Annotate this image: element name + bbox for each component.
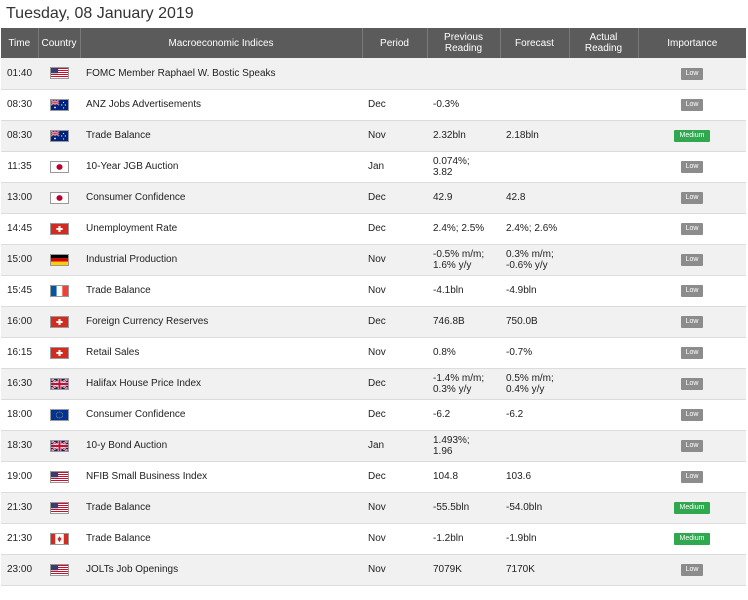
table-row [1,523,746,554]
previous-reading-line1: 0.8% [433,347,456,358]
forecast-cell [500,523,569,554]
previous-reading-line1: -6.2 [433,409,451,420]
event-time: 18:00 [1,399,38,430]
period-cell: Dec [362,213,427,244]
macroeconomic-index[interactable]: JOLTs Job Openings [80,554,362,585]
forecast-cell [500,306,569,337]
forecast-cell [500,213,569,244]
macroeconomic-index[interactable]: Consumer Confidence [80,399,362,430]
previous-reading-line1: 2.32bln [433,130,466,141]
period-cell: Nov [362,337,427,368]
period-cell: Jan [362,151,427,182]
event-time: 18:30 [1,430,38,461]
importance-cell [638,89,746,120]
previous-reading-line1: -1.4% m/m; [433,372,485,384]
table-row [1,244,746,275]
macroeconomic-index[interactable]: 10-Year JGB Auction [80,151,362,182]
previous-reading-cell [427,461,500,492]
forecast-line1: 0.3% m/m; [506,248,554,260]
header-previous-line1: Previous [444,32,483,43]
country-cell [38,461,80,492]
macroeconomic-index[interactable]: NFIB Small Business Index [80,461,362,492]
importance-badge: Low [681,378,703,390]
previous-reading-cell [427,182,500,213]
previous-reading-line1: 104.8 [433,471,459,482]
actual-reading-cell [569,523,638,554]
importance-badge: Low [681,192,703,204]
importance-badge: Low [681,564,703,576]
table-row [1,492,746,523]
macroeconomic-index[interactable]: Trade Balance [80,523,362,554]
previous-reading-line1: 7079K [433,564,462,575]
previous-reading-line1: -0.3% [433,99,460,110]
forecast-cell [500,554,569,585]
forecast-line1: 42.8 [506,192,526,203]
actual-reading-cell [569,492,638,523]
forecast-line1: -54.0bln [506,502,543,513]
importance-cell [638,554,746,585]
us-flag-icon [50,564,69,576]
forecast-line1: 0.5% m/m; [506,372,554,384]
previous-reading-cell [427,244,500,275]
forecast-line1: 7170K [506,564,535,575]
period-cell: Nov [362,492,427,523]
event-time: 15:00 [1,244,38,275]
importance-badge: Low [681,254,703,266]
header-actual-reading: Actual Reading [569,28,638,58]
previous-reading-cell [427,430,500,461]
ch-flag-icon [50,223,69,235]
ca-flag-icon [50,533,69,545]
macroeconomic-index[interactable]: Halifax House Price Index [80,368,362,399]
previous-reading-line1: 0.074%; [433,155,470,167]
macroeconomic-index[interactable]: Industrial Production [80,244,362,275]
previous-reading-cell [427,120,500,151]
period-cell: Nov [362,523,427,554]
forecast-line1: -0.7% [506,347,533,358]
macroeconomic-index[interactable]: Unemployment Rate [80,213,362,244]
previous-reading-line2: 0.3% y/y [433,383,472,395]
header-previous-reading [427,28,500,58]
previous-reading-line1: 42.9 [433,192,453,203]
event-time: 08:30 [1,89,38,120]
table-row [1,58,746,89]
header-macroeconomic-indices: Macroeconomic Indices [80,28,362,58]
header-period: Period [362,28,427,58]
ch-flag-icon [50,347,69,359]
country-cell [38,430,80,461]
country-cell [38,337,80,368]
previous-reading-line1: 746.8B [433,316,465,327]
forecast-line1: -4.9bln [506,285,537,296]
importance-cell [638,275,746,306]
period-cell: Dec [362,182,427,213]
forecast-line1: 2.18bln [506,130,539,141]
previous-reading-cell [427,306,500,337]
fr-flag-icon [50,285,69,297]
forecast-cell [500,461,569,492]
au-flag-icon [50,99,69,111]
importance-cell [638,244,746,275]
previous-reading-line1: -0.5% m/m; [433,248,485,260]
country-cell [38,492,80,523]
country-cell [38,523,80,554]
importance-cell [638,399,746,430]
table-row [1,430,746,461]
country-cell [38,89,80,120]
us-flag-icon [50,502,69,514]
forecast-line1: -1.9bln [506,533,537,544]
ch-flag-icon [50,316,69,328]
importance-cell [638,58,746,89]
event-time: 15:45 [1,275,38,306]
header-time: Time [1,28,38,58]
actual-reading-cell [569,430,638,461]
table-row [1,399,746,430]
previous-reading-line2: 1.96 [433,445,453,457]
period-cell: Nov [362,120,427,151]
importance-badge: Medium [674,130,710,142]
forecast-cell [500,337,569,368]
actual-reading-cell [569,461,638,492]
previous-reading-cell [427,89,500,120]
macroeconomic-index[interactable]: Trade Balance [80,492,362,523]
forecast-cell [500,244,569,275]
event-time: 21:30 [1,492,38,523]
importance-badge: Low [681,223,703,235]
importance-badge: Low [681,347,703,359]
importance-badge: Medium [674,502,710,514]
table-row [1,306,746,337]
forecast-line2: 0.4% y/y [506,383,545,395]
forecast-cell [500,430,569,461]
forecast-cell [500,182,569,213]
country-cell [38,244,80,275]
period-cell: Dec [362,461,427,492]
au-flag-icon [50,130,69,142]
table-row [1,182,746,213]
country-cell [38,58,80,89]
table-row [1,120,746,151]
previous-reading-line2: 3.82 [433,166,453,178]
previous-reading-cell [427,275,500,306]
country-cell [38,120,80,151]
importance-cell [638,182,746,213]
event-time: 01:40 [1,58,38,89]
jp-flag-icon [50,161,69,173]
importance-cell [638,120,746,151]
macroeconomic-index[interactable]: Retail Sales [80,337,362,368]
importance-badge: Low [681,99,703,111]
previous-reading-line1: -4.1bln [433,285,464,296]
previous-reading-line2: 1.6% y/y [433,259,472,271]
event-time: 19:00 [1,461,38,492]
actual-reading-cell [569,244,638,275]
importance-cell [638,368,746,399]
importance-cell [638,492,746,523]
importance-cell [638,430,746,461]
period-cell: Nov [362,275,427,306]
country-cell [38,399,80,430]
table-row [1,337,746,368]
previous-reading-cell [427,523,500,554]
gb-flag-icon [50,378,69,390]
actual-reading-cell [569,120,638,151]
forecast-cell [500,120,569,151]
forecast-line2: -0.6% y/y [506,259,548,271]
previous-reading-line1: 2.4%; 2.5% [433,223,485,234]
page-title: Tuesday, 08 January 2019 [6,5,194,22]
table-row [1,368,746,399]
header-forecast: Forecast [500,28,569,58]
actual-reading-cell [569,337,638,368]
country-cell [38,213,80,244]
importance-cell [638,213,746,244]
actual-reading-cell [569,89,638,120]
us-flag-icon [50,67,69,79]
economic-calendar-table [1,28,746,586]
forecast-cell [500,368,569,399]
importance-badge: Low [681,316,703,328]
actual-reading-cell [569,58,638,89]
header-previous-line2: Reading [444,43,483,54]
importance-badge: Low [681,285,703,297]
macroeconomic-index[interactable]: Trade Balance [80,120,362,151]
table-row [1,554,746,585]
importance-badge: Low [681,161,703,173]
table-row [1,89,746,120]
de-flag-icon [50,254,69,266]
importance-cell [638,151,746,182]
event-time: 14:45 [1,213,38,244]
forecast-cell [500,399,569,430]
previous-reading-line1: -55.5bln [433,502,470,513]
eu-flag-icon [50,409,69,421]
previous-reading-cell [427,151,500,182]
table-row [1,275,746,306]
forecast-line1: 2.4%; 2.6% [506,223,558,234]
event-time: 11:35 [1,151,38,182]
event-time: 08:30 [1,120,38,151]
table-header-row [1,28,746,58]
actual-reading-cell [569,151,638,182]
previous-reading-cell [427,58,500,89]
actual-reading-cell [569,399,638,430]
forecast-cell [500,492,569,523]
forecast-cell [500,151,569,182]
country-cell [38,306,80,337]
macroeconomic-index[interactable]: Consumer Confidence [80,182,362,213]
previous-reading-cell [427,368,500,399]
importance-badge: Low [681,440,703,452]
importance-cell [638,523,746,554]
forecast-cell [500,275,569,306]
table-row [1,213,746,244]
importance-badge: Low [681,409,703,421]
header-importance: Importance [638,28,746,58]
importance-cell [638,461,746,492]
event-time: 16:00 [1,306,38,337]
macroeconomic-index[interactable]: FOMC Member Raphael W. Bostic Speaks [80,58,362,89]
actual-reading-cell [569,275,638,306]
header-country: Country [38,28,80,58]
event-time: 16:15 [1,337,38,368]
country-cell [38,368,80,399]
importance-cell [638,337,746,368]
macroeconomic-index[interactable]: Foreign Currency Reserves [80,306,362,337]
previous-reading-line1: 1.493%; [433,434,470,446]
macroeconomic-index[interactable]: Trade Balance [80,275,362,306]
previous-reading-line1: -1.2bln [433,533,464,544]
previous-reading-cell [427,337,500,368]
forecast-line1: 750.0B [506,316,538,327]
event-time: 16:30 [1,368,38,399]
previous-reading-cell [427,399,500,430]
event-time: 13:00 [1,182,38,213]
importance-badge: Medium [674,533,710,545]
country-cell [38,151,80,182]
event-time: 21:30 [1,523,38,554]
period-cell: Dec [362,368,427,399]
actual-reading-cell [569,554,638,585]
period-cell: Dec [362,399,427,430]
previous-reading-cell [427,554,500,585]
macroeconomic-index[interactable]: 10-y Bond Auction [80,430,362,461]
table-row [1,461,746,492]
jp-flag-icon [50,192,69,204]
gb-flag-icon [50,440,69,452]
forecast-line1: 103.6 [506,471,532,482]
importance-badge: Low [681,471,703,483]
period-cell: Jan [362,430,427,461]
us-flag-icon [50,471,69,483]
period-cell: Dec [362,89,427,120]
actual-reading-cell [569,368,638,399]
period-cell: Dec [362,306,427,337]
actual-reading-cell [569,213,638,244]
actual-reading-cell [569,182,638,213]
importance-cell [638,306,746,337]
period-cell: Nov [362,554,427,585]
forecast-line1: -6.2 [506,409,524,420]
macroeconomic-index[interactable]: ANZ Jobs Advertisements [80,89,362,120]
country-cell [38,182,80,213]
period-cell [362,58,427,89]
forecast-cell [500,58,569,89]
forecast-cell [500,89,569,120]
previous-reading-cell [427,492,500,523]
actual-reading-cell [569,306,638,337]
previous-reading-cell [427,213,500,244]
period-cell: Nov [362,244,427,275]
country-cell [38,554,80,585]
table-row [1,151,746,182]
country-cell [38,275,80,306]
importance-badge: Low [681,68,703,80]
event-time: 23:00 [1,554,38,585]
